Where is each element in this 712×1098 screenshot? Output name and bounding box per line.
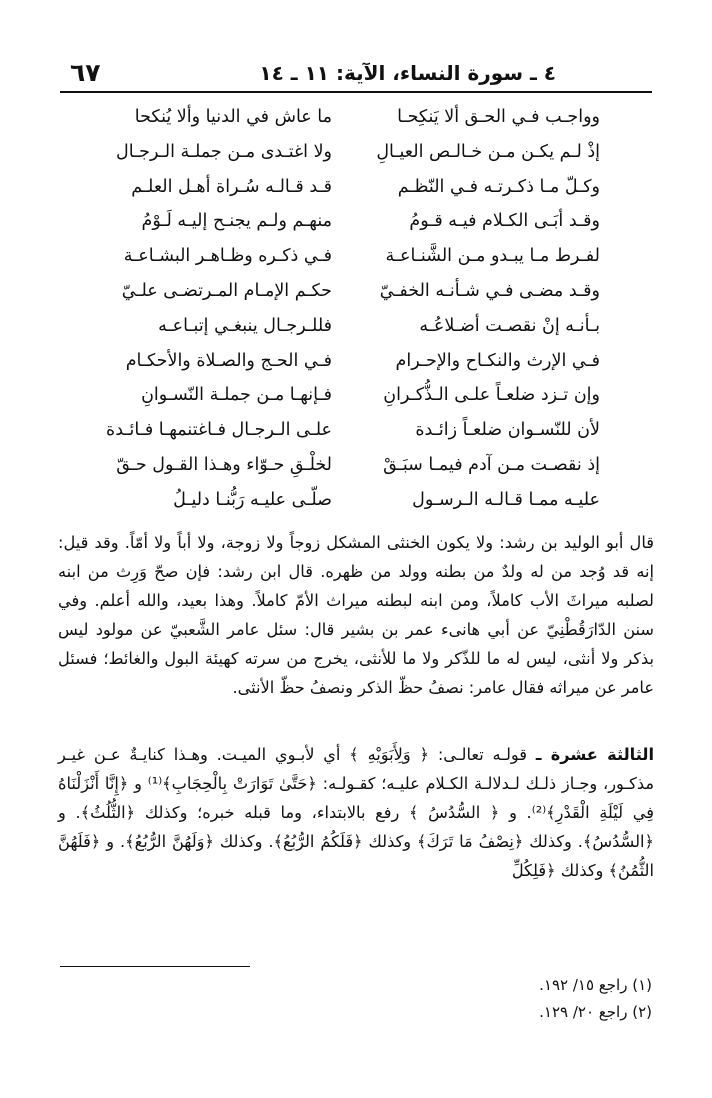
page-header bbox=[60, 58, 652, 88]
verse-first-hemistich: عليـه ممـا قـالـه الـرسـول bbox=[412, 489, 600, 510]
header-rule bbox=[60, 91, 652, 93]
running-title: ٤ ـ سورة النساء، الآية: ١١ ـ ١٤ bbox=[259, 61, 556, 85]
footnote: (١) راجع ١٥/ ١٩٢. bbox=[539, 976, 652, 994]
verse bbox=[60, 413, 652, 448]
verse bbox=[60, 309, 652, 344]
verse-second-hemistich: حكـم الإمـام المـرتضـى علـيّ bbox=[121, 280, 332, 301]
verse bbox=[60, 239, 652, 274]
verse-second-hemistich: قـد قـالـه سُـراة أهـل العلـم bbox=[131, 176, 332, 197]
verse-first-hemistich: لفـرط مـا يبـدو مـن الشَّنـاعـة bbox=[385, 246, 600, 267]
paragraph-text: قولـه تعالـى: ﴿ وَلِأَبَوَيْهِ ﴾ أي لأبـوي الميـت. وهـذا كنايـةٌ عـن غيـر مذكـور، وجـاز ذلـك لـدلالـة الكـلام عليـه؛ كقـولـه: ﴿حَتَّىٰ تَوَارَتْ بِالْحِجَابِ﴾⁽¹⁾ و ﴿إِنَّا أَنْزَلْنَاهُ فِي لَيْلَةِ الْقَدْرِ﴾⁽²⁾. و ﴿ السُّدُسُ ﴾ رفع بالابتداء، وما قبله خبره؛ وكذلك ﴿الثُّلُثُ﴾. و ﴿السُّدُسُ﴾. وكذلك ﴿نِصْفُ مَا تَرَكَ﴾ وكذلك ﴿فَلَكُمُ الرُّبُعُ﴾. وكذلك ﴿وَلَهُنَّ الرُّبُعُ﴾. و ﴿فَلَهُنَّ الثُّمُنُ﴾ وكذلك ﴿فَلِكُلِّ bbox=[58, 745, 654, 880]
verse bbox=[60, 274, 652, 309]
verse-second-hemistich: ما عاش في الدنيا وألا يُنكحا bbox=[134, 107, 332, 127]
verse-first-hemistich: وكـلّ مـا ذكـرتـه فـي النّظـم bbox=[397, 176, 600, 197]
verse-first-hemistich: وقـد أبَـى الكـلام فيـه قـومُ bbox=[409, 211, 600, 232]
verse-first-hemistich: بـأنـه إنْ نقصـت أضـلاعُـه bbox=[419, 315, 600, 336]
verse-first-hemistich: إذْ لـم يكـن مـن خـالـص العيـالِ bbox=[376, 141, 600, 162]
verse-second-hemistich: فـي ذكـره وظـاهـر البشـاعـة bbox=[123, 246, 332, 267]
verse bbox=[60, 170, 652, 205]
verse-first-hemistich: وإن تـزد ضلعـاً علـى الـذُّكـرانِ bbox=[383, 385, 600, 406]
verse-first-hemistich: لأن للنّسـوان ضلعـاً زائـدة bbox=[415, 420, 600, 441]
verse-first-hemistich: وقـد مضـى فـي شـأنـه الخفـيّ bbox=[379, 280, 600, 301]
verse-second-hemistich: فـي الحـج والصـلاة والأحكـام bbox=[125, 350, 332, 371]
verse-second-hemistich: لخلْـقِ حـوّاء وهـذا القـول حـقّ bbox=[116, 454, 332, 475]
verse bbox=[60, 378, 652, 413]
verse bbox=[60, 483, 652, 518]
verse bbox=[60, 204, 652, 239]
verse-first-hemistich: وواجـب فـي الحـق ألا يَنكِحـا bbox=[397, 107, 600, 127]
verse-second-hemistich: صلّـى عليـه رَبُّنـا دليـلُ bbox=[173, 489, 332, 510]
paragraph-container bbox=[58, 740, 654, 885]
page-number: ٦٧ bbox=[70, 58, 101, 87]
verse bbox=[60, 100, 652, 135]
section-label: الثالثة عشرة ـ bbox=[535, 745, 654, 764]
verse-second-hemistich: فـإنهـا مـن جملـة النّسـوانِ bbox=[141, 385, 332, 406]
verse-second-hemistich: منهـم ولـم يجنـح إليـه لَـوْمُ bbox=[141, 211, 332, 232]
verse-second-hemistich: ولا اغتـدى مـن جملـة الـرجـال bbox=[115, 141, 332, 162]
verse-second-hemistich: فللـرجـال ينبغـي إتبـاعـه bbox=[158, 315, 332, 336]
verse bbox=[60, 448, 652, 483]
footnotes bbox=[60, 972, 652, 1026]
poem bbox=[60, 100, 652, 518]
verse bbox=[60, 135, 652, 170]
section-paragraph bbox=[58, 740, 654, 885]
paragraph-text: قال أبو الوليد بن رشد: ولا يكون الخنثى المشكل زوجاً ولا زوجة، ولا أباً ولا أمّاً. وقد قيل: إنه قد وُجد من له ولدٌ من بطنه وولد من ظهره. قال ابن رشد: فإن صحّ وَرِث من ابنه لصلبه ميراثَ الأب كاملاً، ومن ابنه لبطنه ميراث الأمّ كاملاً. وهذا بعيد، والله أعلم. وفي سنن الدّارَقُطْنِيّ عن أبي هانىء عمر بن بشير قال: سئل عامر الشَّعبيّ عن مولود ليس بذكر ولا أنثى، ليس له ما للذّكر ولا ما للأنثى، يخرج من سرته كهيئة البول والغائط؛ فسئل عامر عن ميراثه فقال عامر: نصفُ حظّ الذكر ونصفُ حظّ الأنثى. bbox=[58, 533, 654, 697]
commentary-paragraph bbox=[58, 528, 654, 702]
footnote: (٢) راجع ٢٠/ ١٢٩. bbox=[539, 1003, 652, 1021]
verse bbox=[60, 344, 652, 379]
verse-first-hemistich: فـي الإرث والنكـاح والإحـرام bbox=[395, 350, 600, 371]
footnote-rule bbox=[60, 966, 250, 967]
verse-second-hemistich: علـى الـرجـال فـاغتنمهـا فـائـدة bbox=[106, 420, 332, 441]
verse-first-hemistich: إذ نقصـت مـن آدم فيمـا سبَـقْ bbox=[383, 454, 600, 475]
